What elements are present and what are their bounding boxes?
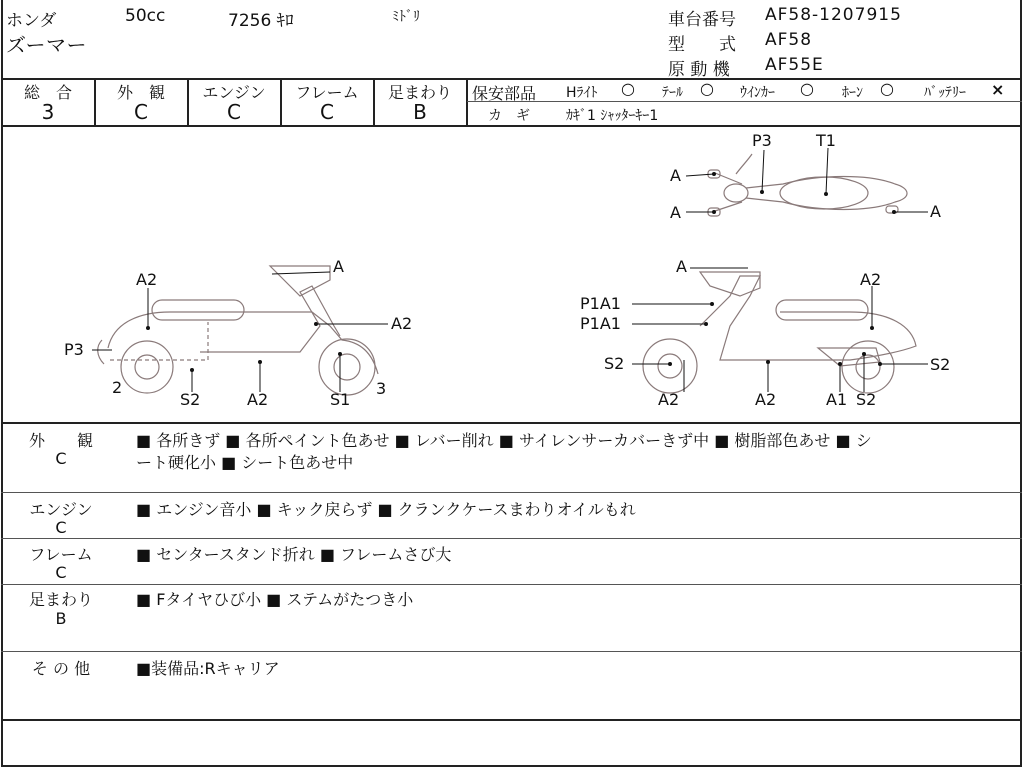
row-label-engine: エンジン (29, 500, 93, 519)
row-text-exterior: ■ 各所きず ■ 各所ペイント色あせ ■ レバー削れ ■ サイレンサーカバーきず中 ■ 樹脂部色あせ ■ シ (136, 431, 872, 450)
diagram-label: S2 (856, 390, 877, 409)
safety-mark-headlight: ○ (621, 79, 635, 98)
row-text-exterior-cont: ート硬化小 ■ シート色あせ中 (136, 453, 354, 472)
safety-item-battery: ﾊﾞｯﾃﾘｰ (924, 85, 966, 101)
scooter-diagram (0, 126, 1022, 422)
grade-label-exterior: 外 観 (116, 83, 165, 102)
scooter-top-view (708, 154, 907, 216)
model-name: ズーマー (6, 33, 87, 57)
grade-label-total: 総 合 (23, 83, 72, 102)
row-label-exterior: 外 観 (28, 431, 93, 450)
maker: ホンダ (6, 11, 57, 31)
safety-mark-winker: ○ (800, 79, 814, 98)
grade-label-suspension: 足まわり (387, 83, 452, 102)
diagram-label: S2 (180, 390, 201, 409)
diagram-label: A2 (658, 390, 680, 409)
frame-no: AF58-1207915 (765, 5, 902, 25)
diagram-label: A (676, 257, 687, 276)
safety-item-horn: ﾎｰﾝ (842, 85, 863, 101)
row-grade-engine: C (55, 518, 67, 537)
diagram-label: S2 (930, 355, 951, 374)
type-value: AF58 (765, 30, 813, 50)
color: ﾐﾄﾞﾘ (392, 9, 420, 25)
row-text-suspension: ■ Fタイヤひび小 ■ ステムがたつき小 (136, 590, 414, 609)
diagram-label: A2 (755, 390, 777, 409)
row-text-engine: ■ エンジン音小 ■ キック戻らず ■ クランクケースまわりオイルもれ (136, 500, 636, 519)
diagram-label: A2 (136, 270, 158, 289)
grade-value-suspension: B (413, 100, 427, 124)
safety-item-headlight: Hﾗｲﾄ (566, 85, 598, 101)
grade-value-exterior: C (134, 100, 148, 124)
diagram-label: 2 (112, 378, 123, 397)
diagram-label: A2 (391, 314, 413, 333)
displacement: 50cc (125, 6, 166, 26)
grade-value-frame: C (320, 100, 334, 124)
row-label-suspension: 足まわり (28, 590, 93, 609)
grade-value-engine: C (227, 100, 241, 124)
engine-label: 原 動 機 (668, 60, 730, 80)
diagram-label: P1A1 (580, 294, 621, 313)
diagram-label: P3 (752, 131, 772, 150)
row-text-other: ■装備品:Rキャリア (136, 659, 280, 678)
safety-label: 保安部品 (472, 84, 537, 103)
diagram-label: A (333, 257, 344, 276)
safety-item-winker: ｳｲﾝｶｰ (740, 85, 775, 101)
key-value: ｶｷﾞ1 ｼｬｯﾀｰｷｰ1 (566, 108, 659, 124)
grade-value-total: 3 (41, 100, 55, 124)
diagram-label: 3 (376, 379, 387, 398)
diagram-label: S1 (330, 390, 351, 409)
grade-label-engine: エンジン (202, 83, 266, 102)
diagram-label: P1A1 (580, 314, 621, 333)
row-label-other: そ の 他 (31, 659, 91, 678)
row-grade-suspension: B (55, 609, 67, 628)
frame-no-label: 車台番号 (668, 10, 736, 30)
diagram-label: T1 (816, 131, 836, 150)
diagram-label: A2 (247, 390, 269, 409)
safety-mark-tail: ○ (700, 79, 714, 98)
divider (1, 492, 1022, 493)
safety-mark-battery: × (991, 80, 1005, 99)
row-grade-exterior: C (55, 449, 67, 468)
diagram-label: A (670, 203, 681, 222)
type-label: 型 式 (668, 35, 736, 55)
grade-label-frame: フレーム (295, 83, 359, 102)
mileage: 7256 ｷﾛ (228, 11, 294, 31)
divider (1, 584, 1022, 585)
divider (1, 422, 1022, 424)
row-text-frame: ■ センタースタンド折れ ■ フレームさび大 (136, 545, 452, 564)
divider (1, 538, 1022, 539)
diagram-label: A (670, 166, 681, 185)
diagram-label: A (930, 202, 941, 221)
diagram-label: P3 (64, 340, 84, 359)
engine-value: AF55E (765, 55, 824, 75)
diagram-label: S2 (604, 354, 625, 373)
key-label: カ ギ (488, 108, 530, 124)
diagram-label: A1 (826, 390, 848, 409)
divider (1, 719, 1022, 721)
row-label-frame: フレーム (29, 545, 93, 564)
row-grade-frame: C (55, 563, 67, 582)
safety-mark-horn: ○ (880, 79, 894, 98)
safety-item-tail: ﾃｰﾙ (662, 85, 683, 101)
diagram-label: A2 (860, 270, 882, 289)
divider (1, 651, 1022, 652)
